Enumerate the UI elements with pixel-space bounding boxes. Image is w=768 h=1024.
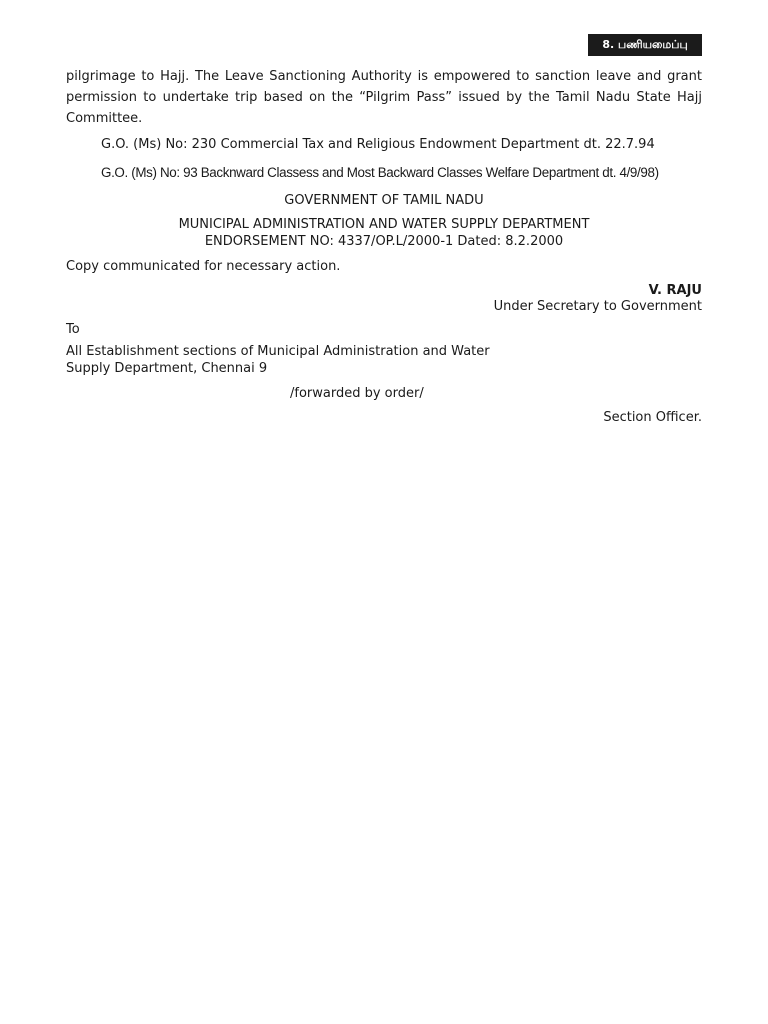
address-line-1: All Establishment sections of Municipal Administration and Water	[66, 344, 490, 359]
address-block	[66, 343, 702, 377]
signatory-title: Under Secretary to Government	[493, 299, 702, 314]
forwarded-note: /forwarded by order/	[290, 386, 424, 401]
department-name: MUNICIPAL ADMINISTRATION AND WATER SUPPLY DEPARTMENT	[178, 217, 590, 232]
copy-note: Copy communicated for necessary action.	[66, 259, 341, 274]
go-reference-1: G.O. (Ms) No: 230 Commercial Tax and Religious Endowment Department dt. 22.7.94	[101, 137, 655, 152]
signatory-name: V. RAJU	[648, 283, 702, 298]
address-line-2: Supply Department, Chennai 9	[66, 361, 268, 376]
to-label: To	[66, 322, 80, 337]
body-paragraph: pilgrimage to Hajj. The Leave Sanctioning Authority is empowered to sanction leave and grant permission to undertake trip based on the “Pilgrim Pass” issued by the Tamil Nadu State Hajj Committee.	[66, 69, 702, 126]
department-heading	[66, 216, 702, 250]
section-officer: Section Officer.	[603, 410, 702, 425]
government-heading: GOVERNMENT OF TAMIL NADU	[284, 193, 484, 208]
endorsement-number: ENDORSEMENT NO: 4337/OP.L/2000-1 Dated: 8.2.2000	[204, 234, 564, 249]
chapter-tab: 8. பணியமைப்பு	[588, 34, 702, 56]
go-reference-2: G.O. (Ms) No: 93 Backnward Classess and Most Backward Classes Welfare Department dt. 4/9/98)	[101, 165, 659, 180]
